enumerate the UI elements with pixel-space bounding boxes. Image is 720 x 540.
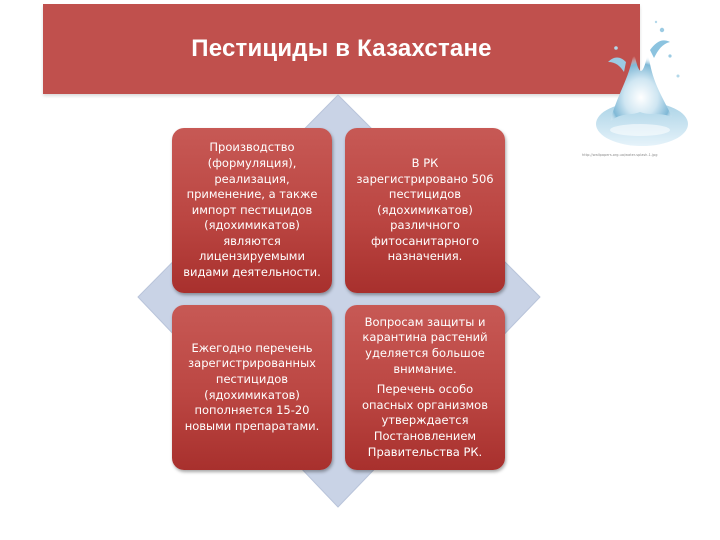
info-box-registration [345, 128, 505, 293]
info-box-annual-list-text: Ежегодно перечень зарегистрированных пестицидов (ядохимикатов) пополняется 15-20 новыми препаратами. [184, 340, 320, 433]
info-box-registration-text: В РК зарегистрировано 506 пестицидов (ядохимикатов) различного фитосанитарного назначения. [356, 155, 494, 264]
info-box-licensing [172, 128, 332, 293]
slide-title: Пестициды в Казахстане [191, 35, 492, 62]
info-box-plant-protection-text-1: Вопросам защиты и карантина растений уделяется большое внимание. [362, 314, 488, 376]
info-box-licensing-text: Производство (формуляция), реализация, применение, а также импорт пестицидов (ядохимикатов) являются лицензируемыми видами деятельности. [183, 140, 321, 280]
info-box-plant-protection [345, 305, 505, 470]
image-caption: http://wallpapers.org.ua/water-splash-1.jpg [582, 153, 658, 157]
info-box-plant-protection-text-2: Перечень особо опасных организмов утверждается Постановлением Правительства РК. [361, 382, 488, 459]
info-box-annual-list [172, 305, 332, 470]
